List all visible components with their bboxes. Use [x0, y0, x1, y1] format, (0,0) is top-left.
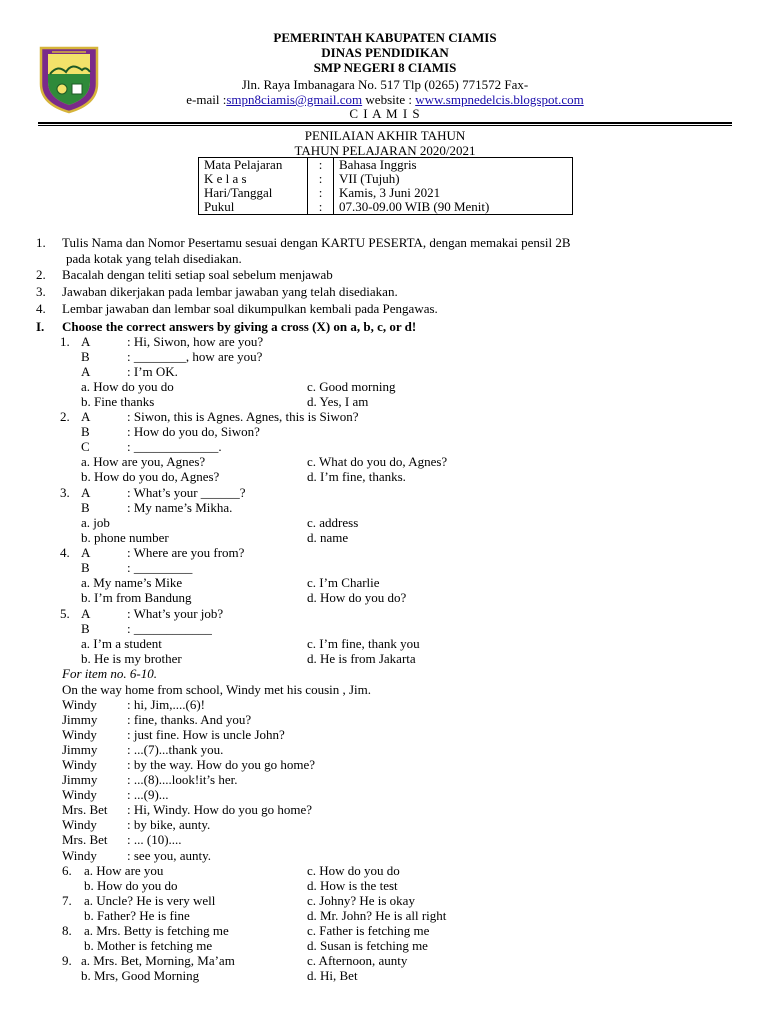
dialog-speaker: A: [81, 334, 91, 349]
dialog-speaker: B: [81, 560, 90, 575]
info-colon: :: [308, 200, 334, 215]
option-b: b. He is my brother: [81, 651, 182, 666]
option-b: b. phone number: [81, 530, 169, 545]
dialog-line: : I’m OK.: [127, 364, 178, 379]
option-c: c. Afternoon, aunty: [307, 953, 408, 968]
passage-speaker: Jimmy: [62, 712, 98, 727]
instruction-number: 3.: [36, 284, 46, 299]
option-a: a. How are you: [84, 863, 164, 878]
option-c: c. address: [307, 515, 359, 530]
option-d: d. How do you do?: [307, 590, 407, 605]
dialog-line: : _____________.: [127, 439, 222, 454]
passage-line: : hi, Jim,....(6)!: [127, 697, 205, 712]
dialog-line: : ____________: [127, 621, 212, 636]
section-title: Choose the correct answers by giving a cross (X) on a, b, c, or d!: [62, 319, 417, 334]
question-number: 9.: [62, 953, 72, 968]
passage-speaker: Mrs. Bet: [62, 802, 108, 817]
dialog-line: : My name’s Mikha.: [127, 500, 233, 515]
instruction-number: 4.: [36, 301, 46, 316]
passage-speaker: Windy: [62, 697, 97, 712]
option-a: a. How do you do: [81, 379, 174, 394]
info-value: VII (Tujuh): [339, 171, 400, 186]
question-number: 2.: [60, 409, 70, 424]
dialog-speaker: A: [81, 606, 91, 621]
question-number: 5.: [60, 606, 70, 621]
option-a: a. Uncle? He is very well: [84, 893, 216, 908]
option-a: a. How are you, Agnes?: [81, 454, 206, 469]
email-label: e-mail :: [186, 92, 227, 107]
dialog-line: : How do you do, Siwon?: [127, 424, 260, 439]
passage-speaker: Windy: [62, 787, 97, 802]
info-label: Pukul: [204, 199, 235, 214]
option-c: c. How do you do: [307, 863, 400, 878]
option-d: d. Yes, I am: [307, 394, 369, 409]
option-b: b. Fine thanks: [81, 394, 155, 409]
email-link[interactable]: smpn8ciamis@gmail.com: [226, 92, 363, 107]
passage-line: : Hi, Windy. How do you go home?: [127, 802, 313, 817]
dialog-line: : ________, how are you?: [127, 349, 263, 364]
instruction-text: Lembar jawaban dan lembar soal dikumpulkan kembali pada Pengawas.: [62, 301, 438, 316]
instruction-text: Jawaban dikerjakan pada lembar jawaban yang telah disediakan.: [62, 284, 398, 299]
school-address: Jln. Raya Imbanagara No. 517 Tlp (0265) 771572 Fax-: [241, 77, 529, 92]
option-d: d. Hi, Bet: [307, 968, 358, 983]
contact-line: [120, 92, 650, 107]
website-link[interactable]: www.smpnedelcis.blogspot.com: [415, 92, 584, 107]
dialog-line: : What’s your ______?: [127, 485, 246, 500]
dept-name: DINAS PENDIDIKAN: [321, 45, 449, 60]
instruction-text: Bacalah dengan teliti setiap soal sebelum menjawab: [62, 267, 333, 282]
exam-title: PENILAIAN AKHIR TAHUN: [304, 128, 466, 143]
info-value: Bahasa Inggris: [339, 157, 417, 172]
option-c: c. Father is fetching me: [307, 923, 430, 938]
school-name: SMP NEGERI 8 CIAMIS: [313, 60, 457, 75]
passage-line: : just fine. How is uncle John?: [127, 727, 285, 742]
info-row: [199, 186, 573, 200]
passage-speaker: Windy: [62, 757, 97, 772]
option-a: a. Mrs. Bet, Morning, Ma’am: [81, 953, 235, 968]
info-value: Kamis, 3 Juni 2021: [339, 185, 441, 200]
option-d: d. Susan is fetching me: [307, 938, 428, 953]
dialog-line: : Siwon, this is Agnes. Agnes, this is Siwon?: [127, 409, 359, 424]
question-number: 8.: [62, 923, 72, 938]
passage-speaker: Jimmy: [62, 742, 98, 757]
letterhead-divider-thin: [38, 125, 732, 126]
question-number: 1.: [60, 334, 70, 349]
dialog-speaker: B: [81, 424, 90, 439]
option-c: c. Johny? He is okay: [307, 893, 415, 908]
section-number: I.: [36, 319, 45, 334]
dialog-speaker: A: [81, 409, 91, 424]
ciamis-regency-logo: [38, 44, 100, 114]
option-c: c. Good morning: [307, 379, 396, 394]
passage-line: : by bike, aunty.: [127, 817, 211, 832]
option-c: c. I’m Charlie: [307, 575, 380, 590]
option-b: b. I’m from Bandung: [81, 590, 192, 605]
instruction-number: 1.: [36, 235, 46, 250]
letterhead-divider-thick: [38, 122, 732, 124]
option-b: b. Mrs, Good Morning: [81, 968, 200, 983]
passage-speaker: Mrs. Bet: [62, 832, 108, 847]
info-colon: :: [308, 186, 334, 200]
info-label: Hari/Tanggal: [204, 185, 273, 200]
info-label: K e l a s: [204, 171, 247, 186]
info-row: [199, 172, 573, 186]
gov-name: PEMERINTAH KABUPATEN CIAMIS: [273, 30, 497, 45]
instruction-text: Tulis Nama dan Nomor Pesertamu sesuai dengan KARTU PESERTA, dengan memakai pensil 2B: [62, 235, 571, 250]
passage-line: : ...(7)...thank you.: [127, 742, 224, 757]
info-row: [199, 158, 573, 173]
dialog-speaker: A: [81, 485, 91, 500]
info-colon: :: [308, 158, 334, 173]
dialog-line: : _________: [127, 560, 193, 575]
info-label: Mata Pelajaran: [204, 157, 283, 172]
option-d: d. How is the test: [307, 878, 398, 893]
dialog-line: : Hi, Siwon, how are you?: [127, 334, 264, 349]
exam-year: TAHUN PELAJARAN 2020/2021: [294, 143, 476, 158]
option-b: b. Mother is fetching me: [84, 938, 213, 953]
dialog-line: : What’s your job?: [127, 606, 224, 621]
passage-line: : ...(9)...: [127, 787, 169, 802]
option-b: b. How do you do: [84, 878, 178, 893]
option-a: a. I’m a student: [81, 636, 162, 651]
passage-speaker: Windy: [62, 727, 97, 742]
passage-line: : by the way. How do you go home?: [127, 757, 315, 772]
passage-note: For item no. 6-10.: [62, 666, 157, 681]
dialog-speaker: C: [81, 439, 90, 454]
dialog-speaker: A: [81, 364, 91, 379]
option-b: b. Father? He is fine: [84, 908, 190, 923]
passage-line: : ...(8)....look!it’s her.: [127, 772, 238, 787]
question-number: 6.: [62, 863, 72, 878]
info-colon: :: [308, 172, 334, 186]
passage-line: : fine, thanks. And you?: [127, 712, 252, 727]
dialog-speaker: B: [81, 500, 90, 515]
option-a: a. My name’s Mike: [81, 575, 183, 590]
info-value: 07.30-09.00 WIB (90 Menit): [339, 199, 490, 214]
dialog-speaker: B: [81, 349, 90, 364]
passage-line: : see you, aunty.: [127, 848, 211, 863]
website-label: website :: [362, 92, 416, 107]
instruction-text-cont: pada kotak yang telah disediakan.: [66, 251, 242, 266]
option-d: d. He is from Jakarta: [307, 651, 416, 666]
question-number: 7.: [62, 893, 72, 908]
option-d: d. Mr. John? He is all right: [307, 908, 447, 923]
question-number: 4.: [60, 545, 70, 560]
instruction-number: 2.: [36, 267, 46, 282]
option-b: b. How do you do, Agnes?: [81, 469, 220, 484]
option-a: a. Mrs. Betty is fetching me: [84, 923, 229, 938]
passage-line: : ... (10)....: [127, 832, 182, 847]
dialog-speaker: B: [81, 621, 90, 636]
question-number: 3.: [60, 485, 70, 500]
option-a: a. job: [81, 515, 110, 530]
option-c: c. What do you do, Agnes?: [307, 454, 448, 469]
exam-info-table: [198, 157, 573, 215]
city-name: C I A M I S: [349, 106, 421, 121]
dialog-speaker: A: [81, 545, 91, 560]
passage-speaker: Jimmy: [62, 772, 98, 787]
dialog-line: : Where are you from?: [127, 545, 245, 560]
passage-speaker: Windy: [62, 848, 97, 863]
passage-intro: On the way home from school, Windy met his cousin , Jim.: [62, 682, 372, 697]
option-d: d. name: [307, 530, 349, 545]
option-d: d. I’m fine, thanks.: [307, 469, 406, 484]
info-row: [199, 200, 573, 215]
option-c: c. I’m fine, thank you: [307, 636, 420, 651]
passage-speaker: Windy: [62, 817, 97, 832]
